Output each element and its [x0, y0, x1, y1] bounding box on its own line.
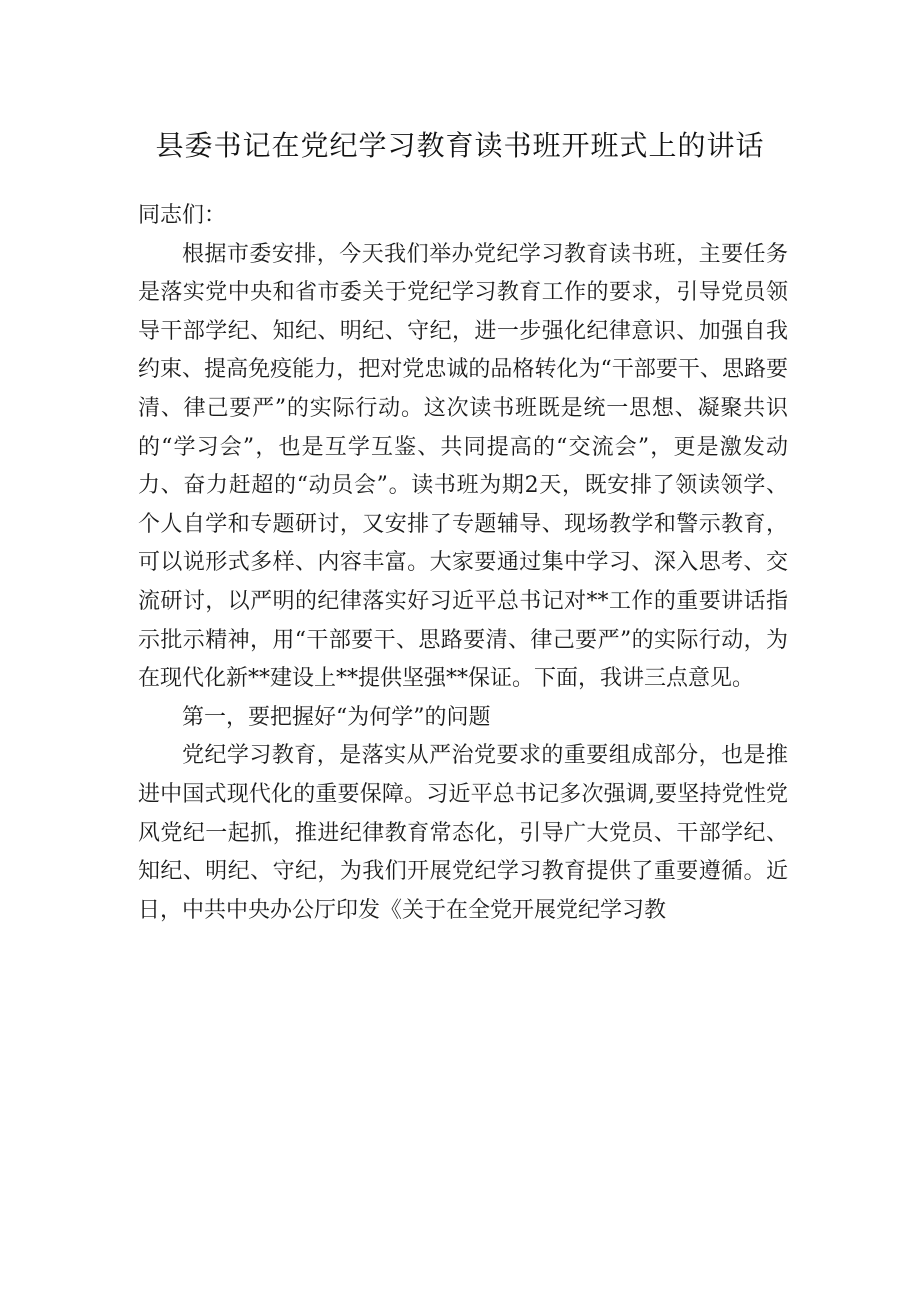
section-heading-1: 第一，要把握好“为何学”的问题 — [182, 704, 491, 730]
paragraph-section-1: 党纪学习教育，是落实从严治党要求的重要组成部分，也是推进中国式现代化的重要保障。习近平总书记多次强调,要坚持党性党风党纪一起抓，推进纪律教育常态化，引导广大党员、干部学纪、知纪、明纪、守纪，为我们开展党纪学习教育提供了重要遵循。近日，中共中央办公厅印发《关于在全党开展党纪学习教 — [138, 743, 788, 923]
document-body — [138, 197, 788, 930]
salutation: 同志们： — [138, 203, 227, 228]
paragraph-intro: 根据市委安排，今天我们举办党纪学习教育读书班，主要任务是落实党中央和省市委关于党纪学习教育工作的要求，引导党员领导干部学纪、知纪、明纪、守纪，进一步强化纪律意识、加强自我约束、提高免疫能力，把对党忠诚的品格转化为“干部要干、思路要清、律己要严”的实际行动。这次读书班既是统一思想、凝聚共识的“学习会”，也是互学互鉴、共同提高的“交流会”，更是激发动力、奋力赶超的“动员会”。读书班为期2天，既安排了领读领学、个人自学和专题研讨，又安排了专题辅导、现场教学和警示教育，可以说形式多样、内容丰富。大家要通过集中学习、深入思考、交流研讨，以严明的纪律落实好习近平总书记对**工作的重要讲话指示批示精神，用“干部要干、思路要清、律己要严”的实际行动，为在现代化新**建设上**提供坚强**保证。下面，我讲三点意见。 — [138, 241, 788, 692]
document-title: 县委书记在党纪学习教育读书班开班式上的讲话 — [155, 129, 765, 162]
